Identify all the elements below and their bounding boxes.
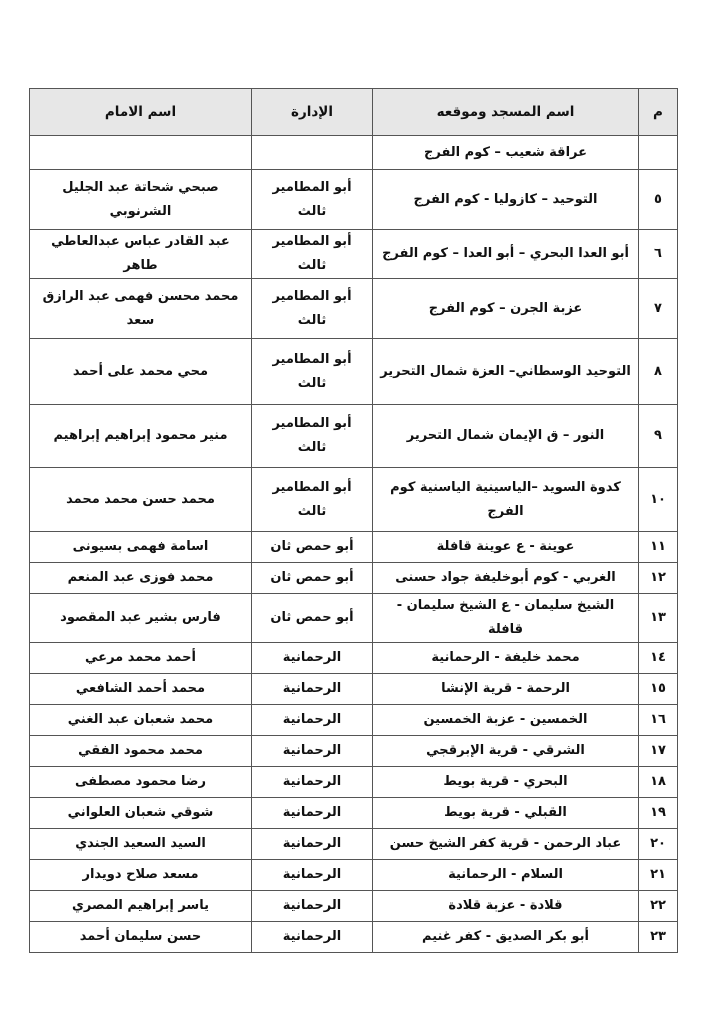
- header-number: م: [639, 89, 678, 136]
- mosque-name: كدوة السويد –الياسينية الياسنية كوم الفرج: [373, 468, 639, 532]
- imam-name: محي محمد على أحمد: [30, 339, 252, 405]
- imam-name: محمد فوزى عبد المنعم: [30, 563, 252, 594]
- table-row: [30, 563, 678, 594]
- administration: الرحمانية: [252, 767, 373, 798]
- administration: الرحمانية: [252, 798, 373, 829]
- imam-name: محمد حسن محمد محمد: [30, 468, 252, 532]
- table-row: [30, 798, 678, 829]
- table-row: [30, 594, 678, 643]
- imam-name: ياسر إبراهيم المصري: [30, 891, 252, 922]
- table-row: [30, 891, 678, 922]
- imam-name: صبحي شحاتة عبد الجليل الشرنوبي: [30, 170, 252, 230]
- row-number: ١٤: [639, 643, 678, 674]
- administration: الرحمانية: [252, 891, 373, 922]
- mosque-name: التوحيد – كازوليا - كوم الفرج: [373, 170, 639, 230]
- imam-name: رضا محمود مصطفى: [30, 767, 252, 798]
- table-header-row: [30, 89, 678, 136]
- row-number: ٥: [639, 170, 678, 230]
- mosque-name: النور – ق الإيمان شمال التحرير: [373, 405, 639, 468]
- header-admin: الإدارة: [252, 89, 373, 136]
- row-number: [639, 136, 678, 170]
- mosque-name: الشرقي - قرية الإبرقجي: [373, 736, 639, 767]
- mosque-name: التوحيد الوسطاني– العزة شمال التحرير: [373, 339, 639, 405]
- row-number: ١٨: [639, 767, 678, 798]
- imam-name: منير محمود إبراهيم إبراهيم: [30, 405, 252, 468]
- administration: الرحمانية: [252, 829, 373, 860]
- administration: أبو حمص ثان: [252, 594, 373, 643]
- imam-name: شوقي شعبان العلواني: [30, 798, 252, 829]
- row-number: ٢٢: [639, 891, 678, 922]
- imam-name: محمد محسن فهمى عبد الرازق سعد: [30, 279, 252, 339]
- row-number: ٢١: [639, 860, 678, 891]
- row-number: ١٧: [639, 736, 678, 767]
- mosque-name: عزبة الجرن – كوم الفرج: [373, 279, 639, 339]
- administration: الرحمانية: [252, 705, 373, 736]
- table-row: [30, 405, 678, 468]
- row-number: ١١: [639, 532, 678, 563]
- imam-name: محمد محمود الفقي: [30, 736, 252, 767]
- mosque-name: عباد الرحمن - قرية كفر الشيخ حسن: [373, 829, 639, 860]
- table-row: [30, 860, 678, 891]
- mosque-name: قلادة - عزبة قلادة: [373, 891, 639, 922]
- row-number: ٢٠: [639, 829, 678, 860]
- table-row: [30, 170, 678, 230]
- mosque-name: أبو بكر الصديق - كفر غنيم: [373, 922, 639, 953]
- table-row: [30, 922, 678, 953]
- imam-name: مسعد صلاح دويدار: [30, 860, 252, 891]
- administration: الرحمانية: [252, 860, 373, 891]
- imam-name: فارس بشير عبد المقصود: [30, 594, 252, 643]
- row-number: ١٢: [639, 563, 678, 594]
- table-row: [30, 279, 678, 339]
- table-row: [30, 736, 678, 767]
- row-number: ١٣: [639, 594, 678, 643]
- mosque-name: محمد خليفة - الرحمانية: [373, 643, 639, 674]
- administration: أبو المطامير ثالث: [252, 339, 373, 405]
- administration: أبو المطامير ثالث: [252, 279, 373, 339]
- row-number: ١٥: [639, 674, 678, 705]
- table-row: [30, 767, 678, 798]
- imam-name: حسن سليمان أحمد: [30, 922, 252, 953]
- row-number: ٦: [639, 230, 678, 279]
- header-mosque: اسم المسجد وموقعه: [373, 89, 639, 136]
- administration: [252, 136, 373, 170]
- administration: أبو المطامير ثالث: [252, 230, 373, 279]
- imam-name: محمد شعبان عبد الغني: [30, 705, 252, 736]
- mosque-name: الشيخ سليمان - ع الشيخ سليمان - قافلة: [373, 594, 639, 643]
- imam-name: أحمد محمد مرعي: [30, 643, 252, 674]
- mosque-name: الغربي - كوم أبوخليفة جواد حسنى: [373, 563, 639, 594]
- administration: أبو حمص ثان: [252, 532, 373, 563]
- table-row: [30, 339, 678, 405]
- mosque-name: السلام - الرحمانية: [373, 860, 639, 891]
- administration: الرحمانية: [252, 922, 373, 953]
- table-row: [30, 643, 678, 674]
- table-row: [30, 705, 678, 736]
- administration: أبو المطامير ثالث: [252, 468, 373, 532]
- administration: أبو المطامير ثالث: [252, 405, 373, 468]
- imam-name: [30, 136, 252, 170]
- administration: الرحمانية: [252, 643, 373, 674]
- table-row: [30, 230, 678, 279]
- imam-name: اسامة فهمى بسيونى: [30, 532, 252, 563]
- table-row: [30, 136, 678, 170]
- table-row: [30, 829, 678, 860]
- mosque-name: الخمسين - عزبة الخمسين: [373, 705, 639, 736]
- administration: أبو حمص ثان: [252, 563, 373, 594]
- row-number: ٧: [639, 279, 678, 339]
- row-number: ٨: [639, 339, 678, 405]
- administration: أبو المطامير ثالث: [252, 170, 373, 230]
- mosque-name: أبو العدا البحري – أبو العدا – كوم الفرج: [373, 230, 639, 279]
- table-row: [30, 532, 678, 563]
- row-number: ١٩: [639, 798, 678, 829]
- mosque-name: القبلي - قرية بويط: [373, 798, 639, 829]
- imam-name: عبد القادر عباس عبدالعاطي طاهر: [30, 230, 252, 279]
- table-body: [30, 136, 678, 953]
- row-number: ١٠: [639, 468, 678, 532]
- mosque-name: عوينة - ع عوينة قافلة: [373, 532, 639, 563]
- header-imam: اسم الامام: [30, 89, 252, 136]
- administration: الرحمانية: [252, 674, 373, 705]
- mosque-name: عراقة شعيب – كوم الفرج: [373, 136, 639, 170]
- table-row: [30, 468, 678, 532]
- table-row: [30, 674, 678, 705]
- mosque-name: الرحمة - قرية الإنشا: [373, 674, 639, 705]
- imam-name: محمد أحمد الشافعي: [30, 674, 252, 705]
- row-number: ٩: [639, 405, 678, 468]
- row-number: ٢٣: [639, 922, 678, 953]
- imam-name: السيد السعيد الجندي: [30, 829, 252, 860]
- administration: الرحمانية: [252, 736, 373, 767]
- mosque-name: البحري - قرية بويط: [373, 767, 639, 798]
- row-number: ١٦: [639, 705, 678, 736]
- mosque-table: [29, 88, 678, 953]
